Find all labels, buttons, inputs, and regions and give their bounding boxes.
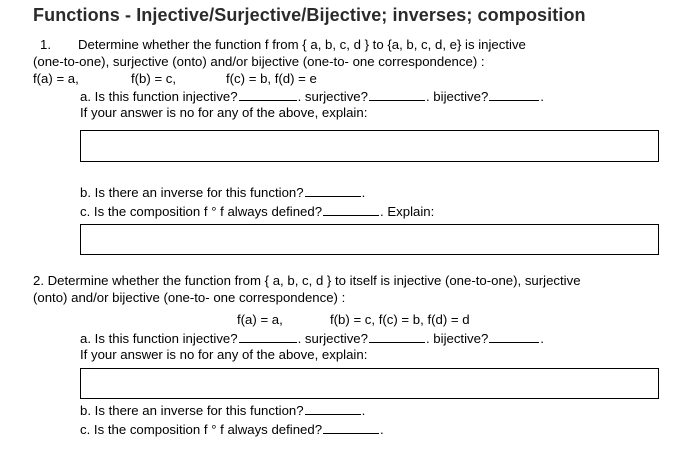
q2-composition-label: c. Is the composition f ° f always defined? — [80, 422, 323, 437]
q1-map-fb: f(b) = c, — [131, 71, 177, 86]
q1-explain-label: . Explain: — [380, 204, 435, 219]
q2-injective-answer[interactable] — [239, 330, 297, 343]
q1-question-b — [80, 184, 365, 201]
q1-text-line2: (one-to-one), surjective (onto) and/or bijective (one-to- one correspondence) : — [33, 54, 485, 69]
q2-qa-end: . — [540, 331, 544, 346]
q1-inverse-answer[interactable] — [305, 184, 361, 197]
q2-qb-end: . — [361, 403, 366, 418]
q1-qa-end: . — [540, 89, 544, 104]
q2-explain-prompt: If your answer is no for any of the above, explain: — [80, 347, 368, 362]
q2-injective-label: a. Is this function injective? — [80, 331, 238, 346]
q1-qb-end: . — [361, 185, 366, 200]
q2-map-rest: f(b) = c, f(c) = b, f(d) = d — [330, 312, 470, 327]
q2-surjective-answer[interactable] — [369, 330, 425, 343]
q2-question-a — [80, 330, 544, 347]
q1-composition-label: c. Is the composition f ° f always defined? — [80, 204, 323, 219]
q1-number: 1. — [40, 37, 51, 52]
q2-question-b — [80, 402, 365, 419]
q2-text-line1: 2. Determine whether the function from { a, b, c, d } to itself is injective (one-to-one), surjective — [33, 273, 581, 288]
q1-injective-answer[interactable] — [239, 88, 297, 101]
q1-explain-box[interactable] — [80, 130, 659, 162]
q2-bijective-label: . bijective? — [425, 331, 489, 346]
q1-surjective-answer[interactable] — [369, 88, 425, 101]
q2-surjective-label: . surjective? — [297, 331, 368, 346]
q1-question-c — [80, 203, 434, 220]
q2-composition-answer[interactable] — [323, 421, 379, 434]
q1-composition-answer[interactable] — [323, 203, 379, 216]
q1-bijective-label: . bijective? — [425, 89, 489, 104]
q1-text-line1: Determine whether the function f from { a, b, c, d } to {a, b, c, d, e} is injective — [78, 37, 526, 52]
q2-inverse-answer[interactable] — [305, 402, 361, 415]
q2-text-line2: (onto) and/or bijective (one-to- one correspondence) : — [33, 290, 346, 305]
q1-question-a — [80, 88, 544, 105]
q2-qc-end: . — [380, 422, 384, 437]
q1-composition-explain-box[interactable] — [80, 224, 659, 255]
q1-injective-label: a. Is this function injective? — [80, 89, 238, 104]
q2-bijective-answer[interactable] — [489, 330, 539, 343]
q1-bijective-answer[interactable] — [489, 88, 539, 101]
q1-map-fcd: f(c) = b, f(d) = e — [226, 71, 317, 86]
q1-surjective-label: . surjective? — [297, 89, 368, 104]
q1-inverse-label: b. Is there an inverse for this function? — [80, 185, 304, 200]
q2-map-fa: f(a) = a, — [237, 312, 283, 327]
q1-map-fa: f(a) = a, — [33, 71, 79, 86]
q2-explain-box[interactable] — [80, 368, 659, 399]
q1-explain-prompt: If your answer is no for any of the above, explain: — [80, 105, 368, 120]
q2-inverse-label: b. Is there an inverse for this function? — [80, 403, 304, 418]
page-title: Functions - Injective/Surjective/Bijective; inverses; composition — [33, 5, 586, 25]
q2-question-c — [80, 421, 384, 438]
